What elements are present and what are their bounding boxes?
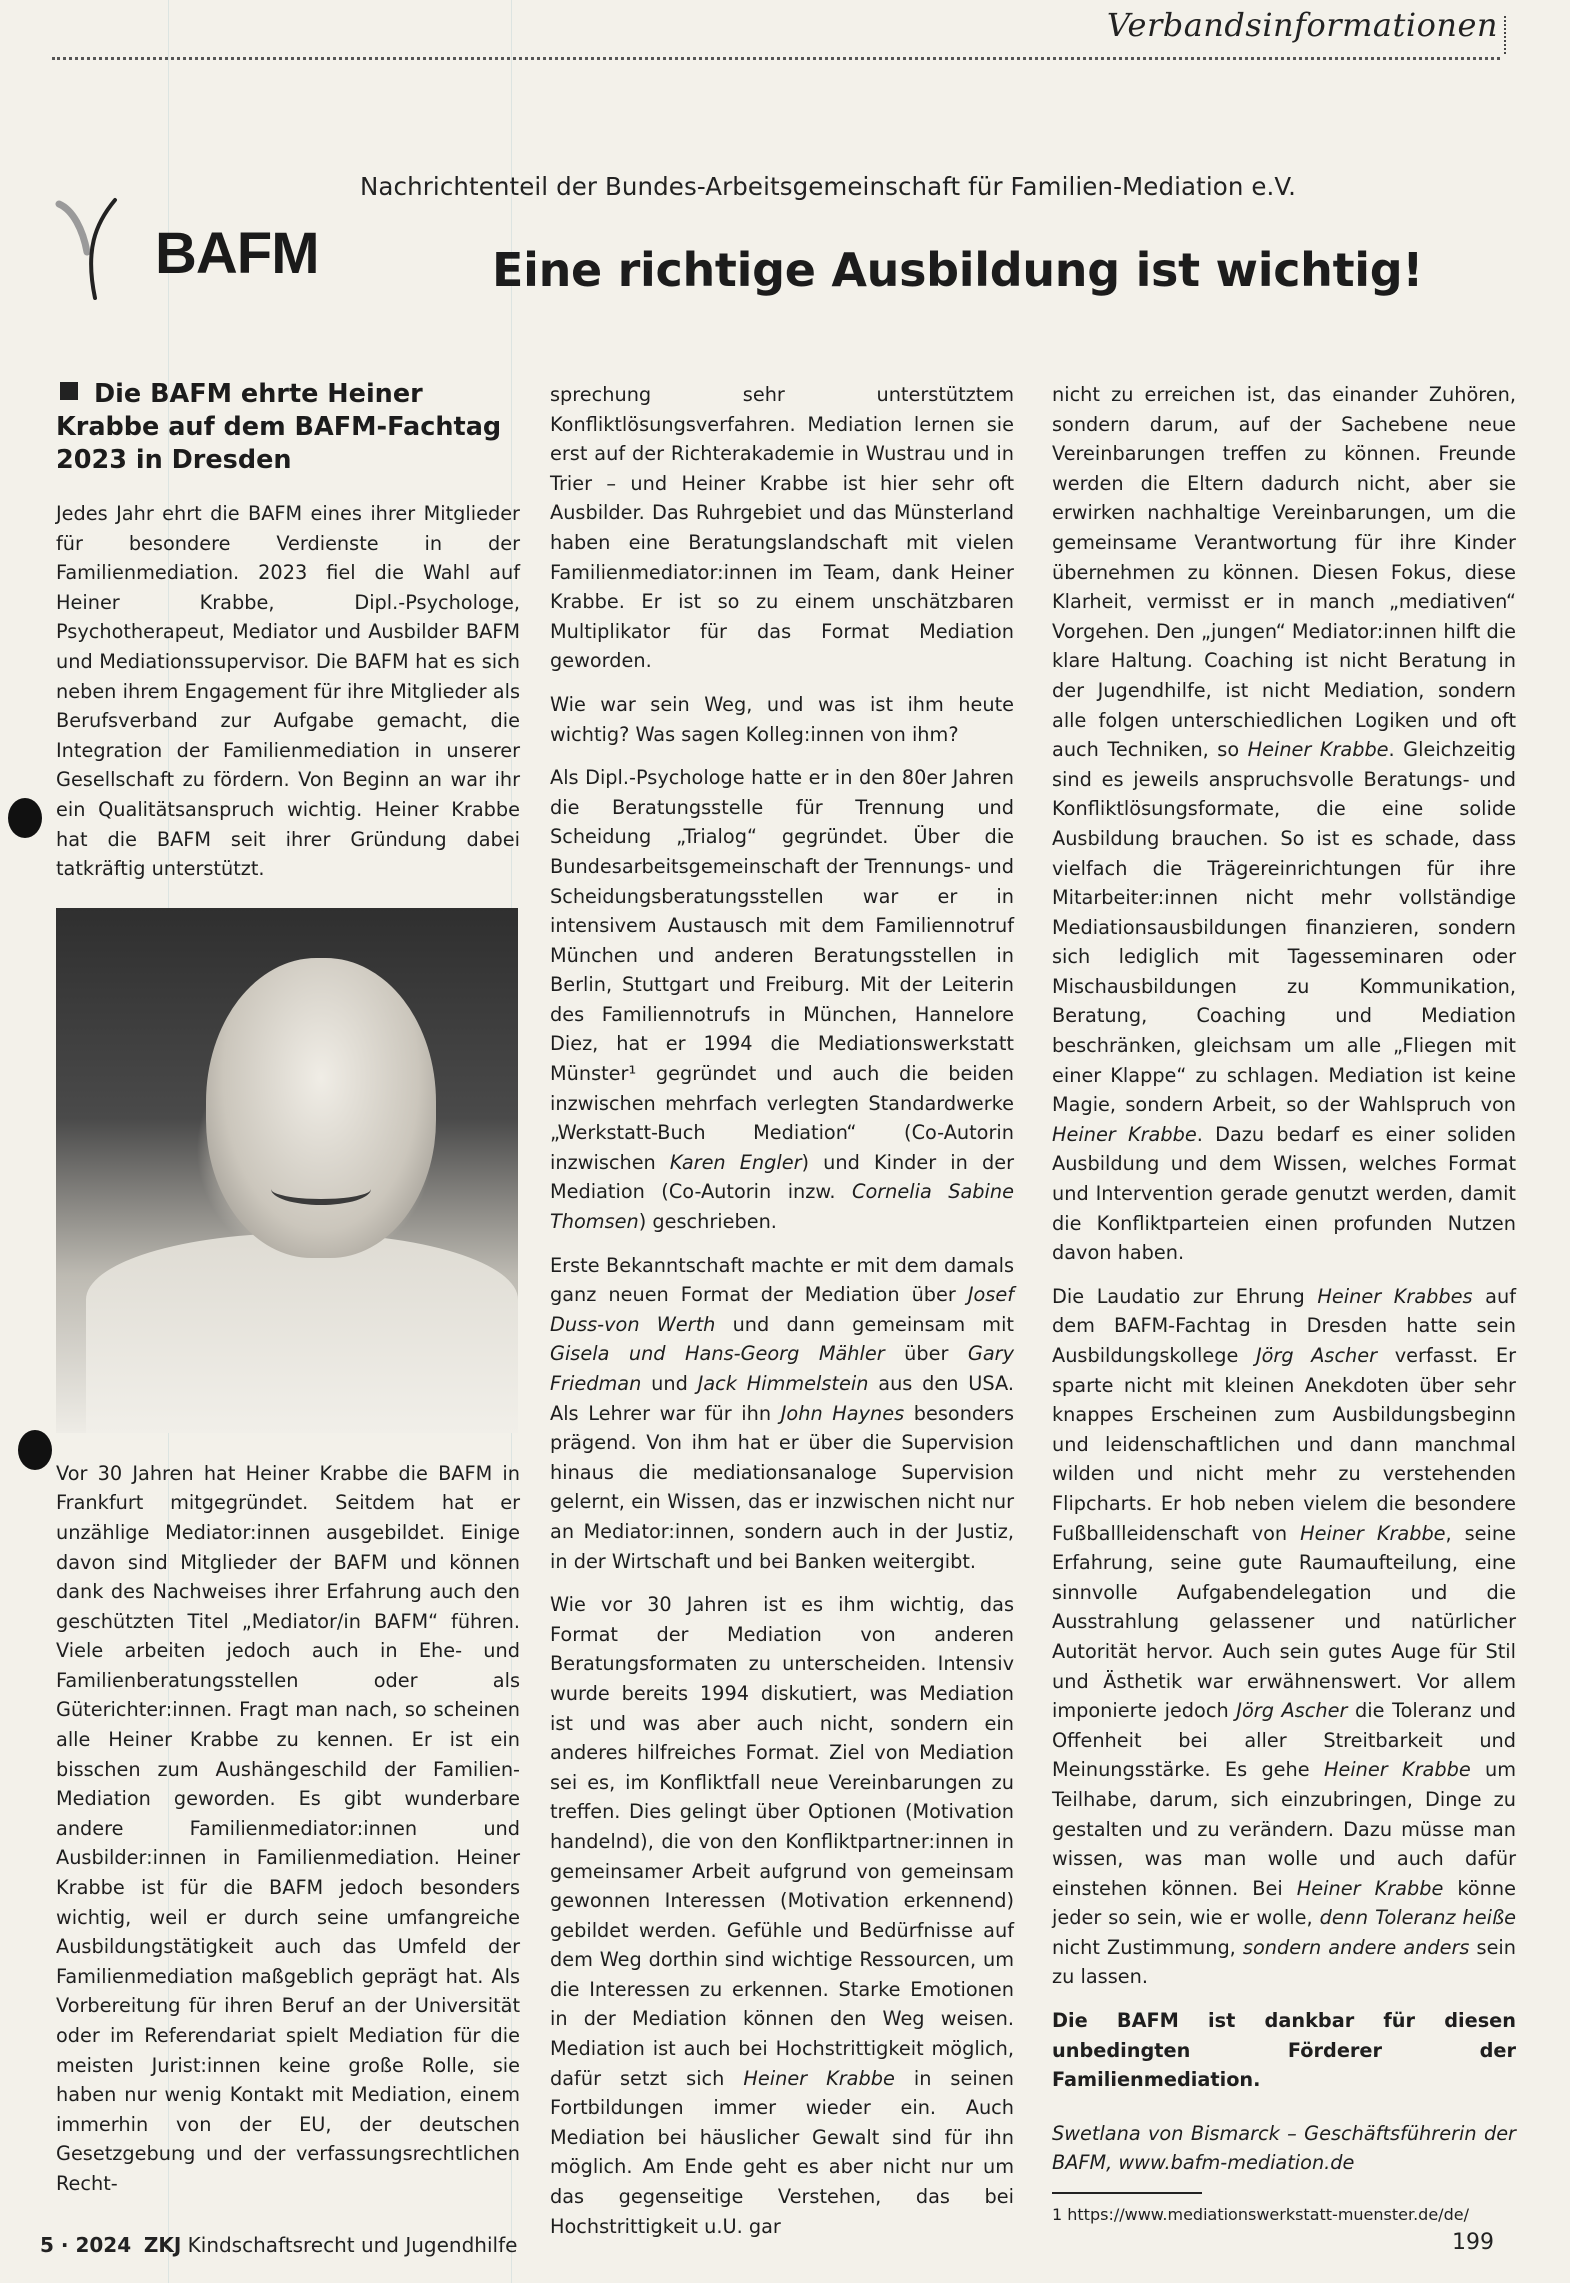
paragraph xyxy=(1052,380,1516,1268)
journal-abbreviation: ZKJ xyxy=(143,2233,182,2257)
text-run: verfasst. Er sparte nicht mit kleinen Anekdoten über sehr knappes Erscheinen zum Ausbildungsbeginn und leidenschaftlichen und dann manchmal wilden und nicht mehr zu verstehenden Flipcharts. Er hob neben vielem die besondere Fußballleidenschaft von xyxy=(1052,1344,1517,1545)
italic-name: John Haynes xyxy=(780,1401,905,1425)
header-dotted-rule xyxy=(52,57,1500,60)
page-number: 199 xyxy=(1452,2230,1494,2255)
italic-name: sondern andere anders xyxy=(1242,1935,1470,1959)
text-run: Als Dipl.-Psychologe hatte er in den 80er Jahren die Beratungsstelle für Trennung und Scheidung „Trialog“ gegründet. Über die Bundesarbeitsgemeinschaft der Trennungs- und Scheidungsberatungsstellen war er in intensivem Austausch mit dem Familiennotruf München und anderen Beratungsstellen in Berlin, Stuttgart und Freiburg. Mit der Leiterin des Familiennotrufs in München, Hannelore Diez, hat er 1994 die Mediationswerkstatt Münster¹ gegründet und auch die beiden inzwischen mehrfach verlegten Standardwerke „Werkstatt-Buch Mediation“ (Co-Autorin inzwischen xyxy=(550,766,1014,1174)
text-run: Vor 30 Jahren hat Heiner Krabbe die BAFM in Frankfurt mitgegründet. Seitdem hat er unzählige Mediator:innen ausgebildet. Einige davon sind Mitglieder der BAFM und können dank des Nachweises ihrer Erfahrung auch den geschützten Titel „Mediator/in BAFM“ führen. Viele arbeiten jedoch auch in Ehe- und Familienberatungsstellen oder als Güterichter:innen. Fragt man nach, so scheinen alle Heiner Krabbe zu kennen. Er ist ein bisschen zum Aushängeschild der Familien-Mediation geworden. Es gibt wunderbare andere Familienmediator:innen und Ausbilder:innen in Familienmediation. Heiner Krabbe ist für die BAFM jedoch besonders wichtig, weil er durch seine umfangreiche Ausbildungstätigkeit auch das Umfeld der Familienmediation maßgeblich geprägt hat. Als Vorbereitung für ihren Beruf an der Universität oder im Referendariat spielt Mediation für die meisten Jurist:innen keine große Rolle, sie haben nur wenig Kontakt mit Mediation, einem immerhin von der EU, der deutschen Gesetzgebung und der verfassungsrechtlichen Recht- xyxy=(56,1461,520,2195)
italic-name: Josef Duss-von Werth xyxy=(550,1283,1014,1336)
footer-journal-info xyxy=(40,2233,517,2257)
issue-number: 5 · 2024 xyxy=(40,2233,132,2257)
bafm-swoosh-icon xyxy=(55,190,155,300)
newsletter-subhead: Nachrichtenteil der Bundes-Arbeitsgemeinschaft für Familien-Mediation e.V. xyxy=(360,172,1296,201)
paragraph xyxy=(550,763,1014,1237)
paragraph xyxy=(1052,1282,1516,1992)
text-run: Erste Bekanntschaft machte er mit dem damals ganz neuen Format der Mediation über xyxy=(550,1253,1014,1307)
paragraph xyxy=(56,499,520,884)
article-heading xyxy=(56,378,520,477)
italic-name: Cornelia Sabine Thomsen xyxy=(550,1180,1014,1234)
paragraph xyxy=(550,690,1014,749)
text-run: und xyxy=(641,1372,698,1395)
text-run: Wie war sein Weg, und was ist ihm heute wichtig? Was sagen Kolleg:innen von ihm? xyxy=(550,692,1014,746)
paragraph xyxy=(550,1590,1014,2241)
text-run: Die Laudatio zur Ehrung xyxy=(1052,1284,1318,1308)
italic-name: Jörg Ascher xyxy=(1255,1344,1378,1367)
text-run: ) und Kinder in der Mediation (Co-Autorin inzw. xyxy=(550,1150,1014,1204)
italic-name: Heiner Krabbe xyxy=(1247,738,1389,762)
photo-head xyxy=(206,958,436,1258)
bafm-logo-text: BAFM xyxy=(155,221,319,286)
italic-name: Heiner Krabbe xyxy=(1052,1122,1197,1146)
italic-name: denn Toleranz heiße xyxy=(1319,1906,1516,1930)
portrait-photo xyxy=(56,908,518,1433)
italic-name: Jörg Ascher xyxy=(1236,1699,1348,1723)
author-signature: Swetlana von Bismarck – Geschäftsführerin der BAFM, www.bafm-mediation.de xyxy=(1052,2121,1516,2175)
text-run: Jedes Jahr ehrt die BAFM eines ihrer Mitglieder für besondere Verdienste in der Familienmediation. 2023 fiel die Wahl auf Heiner Krabbe, Dipl.-Psychologe, Psychotherapeut, Mediator und Ausbilder BAFM und Mediationssupervisor. Die BAFM hat es sich neben ihrem Engagement für ihre Mitglieder als Berufsverband zur Aufgabe gemacht, die Integration der Familienmediation in unserer Gesellschaft zu fördern. Von Beginn an war ihr ein Qualitätsanspruch wichtig. Heiner Krabbe hat die BAFM seit ihrer Gründung dabei tatkräftig unterstützt. xyxy=(56,502,520,881)
text-run: . Dazu bedarf es einer soliden Ausbildung und dem Wissen, welches Format und Intervention gerade genutzt werden, damit die Konfliktparteien einen profunden Nutzen davon haben. xyxy=(1052,1122,1516,1265)
text-run: sprechung sehr unterstütztem Konfliktlösungsverfahren. Mediation lernen sie erst auf der Richterakademie in Wustrau und in Trier – und Heiner Krabbe ist hier sehr oft Ausbilder. Das Ruhrgebiet und das Münsterland haben eine Beratungslandschaft mit vielen Familienmediator:innen im Team, dank Heiner Krabbe. Er ist so zu einem unschätzbaren Multiplikator für das Format Mediation geworden. xyxy=(550,383,1014,673)
italic-name: Gary Friedman xyxy=(550,1342,1014,1395)
dotted-marker xyxy=(1502,16,1506,54)
photo-smile xyxy=(271,1173,371,1205)
paragraph xyxy=(550,1251,1014,1577)
text-run: aus den USA. Als Lehrer war für ihn xyxy=(550,1372,1014,1425)
text-run: und dann gemeinsam mit xyxy=(715,1312,1014,1336)
text-run: auf dem BAFM-Fachtag in Dresden hatte sein Ausbildungskollege xyxy=(1052,1284,1516,1367)
italic-name: Karen Engler xyxy=(669,1150,802,1174)
footnote: 1 https://www.mediationswerkstatt-muenster.de/de/ xyxy=(1052,2205,1469,2225)
article-heading-text: Die BAFM ehrte Heiner Krabbe auf dem BAFM-Fachtag 2023 in Dresden xyxy=(56,379,502,475)
text-run: ) geschrieben. xyxy=(638,1210,777,1234)
journal-name: Kindschaftsrecht und Jugendhilfe xyxy=(187,2233,518,2257)
bafm-logo xyxy=(55,190,355,300)
italic-name: Heiner Krabbe xyxy=(1296,1876,1444,1900)
square-bullet-icon xyxy=(60,382,78,400)
closing-statement: Die BAFM ist dankbar für diesen unbedingten Förderer der Familienmediation. xyxy=(1052,2009,1516,2092)
text-run: nicht Zustimmung, xyxy=(1052,1935,1243,1959)
text-run: über xyxy=(884,1342,968,1366)
text-run: sein zu lassen. xyxy=(1052,1935,1517,1989)
italic-name: Heiner Krabbe xyxy=(743,2066,895,2090)
italic-name: Jack Himmelstein xyxy=(697,1372,869,1395)
photo-shirt xyxy=(86,1233,518,1433)
punch-hole xyxy=(8,798,42,838)
italic-name: Gisela und Hans-Georg Mähler xyxy=(550,1342,885,1366)
paragraph xyxy=(56,1459,520,2199)
italic-name: Heiner Krabbe xyxy=(1300,1521,1446,1545)
text-run: , seine Erfahrung, seine gute Raumaufteilung, eine sinnvolle Aufgabendelegation und die Ausstrahlung gelassener und natürlicher Autorität hervor. Auch sein gutes Auge für Stil und Ästhetik war erwähnenswert. Vor allem imponierte jedoch xyxy=(1052,1521,1516,1723)
section-label-text: Verbandsinformationen xyxy=(1106,6,1498,44)
text-run: besonders prägend. Von ihm hat er über die Supervision hinaus die mediationsanaloge Supervision gelernt, ein Wissen, das er inzwischen nicht nur an Mediator:innen, sondern auch in der Justiz, in der Wirtschaft und bei Banken weitergibt. xyxy=(550,1401,1015,1573)
page-title: Eine richtige Ausbildung ist wichtig! xyxy=(492,243,1424,297)
text-run: . Gleichzeitig sind es jeweils anspruchsvolle Beratungs- und Konfliktlösungsformate, die eine solide Ausbildung brauchen. So ist es schade, dass vielfach die Trägereinrichtungen für ihre Mitarbeiter:innen nicht mehr vollständige Mediationsausbildungen finanzieren, sondern sich lediglich mit Tagesseminaren oder Mischausbildungen zu Kommunikation, Beratung, Coaching und Mediation beschränken, gleichsam um alle „Fliegen mit einer Klappe“ zu schlagen. Mediation ist keine Magie, sondern Arbeit, so der Wahlspruch von xyxy=(1052,738,1516,1117)
article-column-2 xyxy=(550,380,1014,2255)
italic-name: Heiner Krabbe xyxy=(1323,1758,1471,1782)
text-run: die Toleranz und Offenheit bei aller Streitbarkeit und Meinungsstärke. Es gehe xyxy=(1052,1699,1516,1782)
footnote-rule xyxy=(1052,2192,1202,2194)
text-run: in seinen Fortbildungen immer wieder ein. Auch Mediation bei häuslicher Gewalt sind für ihn möglich. Am Ende geht es aber nicht nur um das gegenseitige Verstehen, das bei Hochstrittigkeit u.U. gar xyxy=(550,2066,1014,2238)
text-run: nicht zu erreichen ist, das einander Zuhören, sondern darum, auf der Sachebene neue Vereinbarungen treffen zu können. Freunde werden die Eltern dadurch nicht, aber sie erwirken nachhaltige Vereinbarungen, um die gemeinsame Verantwortung für ihre Kinder übernehmen zu können. Diesen Fokus, diese Klarheit, vermisst er in manch „mediativen“ Vorgehen. Den „jungen“ Mediator:innen hilft die klare Haltung. Coaching ist nicht Beratung in der Jugendhilfe, ist nicht Mediation, sondern alle folgen unterschiedlichen Logiken und oft auch Techniken, so xyxy=(1052,383,1516,762)
article-column-1 xyxy=(56,378,520,2213)
text-run: Wie vor 30 Jahren ist es ihm wichtig, das Format der Mediation von anderen Beratungsformaten zu unterscheiden. Intensiv wurde bereits 1994 diskutiert, was Mediation ist und was aber auch nicht, sondern ein anderes hilfreiches Format. Ziel von Mediation sei es, im Konfliktfall neue Vereinbarungen zu treffen. Dies gelingt über Optionen (Motivation handelnd), die von den Konfliktpartner:innen in gemeinsamer Arbeit aufgrund von gemeinsam gewonnen Interessen (Motivation erkennend) gebildet werden. Gefühle und Bedürfnisse auf dem Weg dorthin sind wichtige Ressourcen, um die Interessen zu erkennen. Starke Emotionen in der Mediation können den Weg weisen. Mediation ist auch bei Hochstrittigkeit möglich, dafür setzt sich xyxy=(550,1593,1014,2090)
italic-name: Heiner Krabbes xyxy=(1317,1284,1473,1308)
paragraph xyxy=(550,380,1014,676)
text-run: könne jeder so sein, wie er wolle, xyxy=(1052,1876,1516,1930)
text-run: um Teilhabe, darum, sich einzubringen, Dinge zu gestalten und zu verändern. Dazu müsse man wissen, was man wolle und auch dafür einstehen können. Bei xyxy=(1052,1758,1517,1900)
article-column-3 xyxy=(1052,380,1516,2240)
section-label xyxy=(1107,6,1498,44)
punch-hole xyxy=(18,1430,52,1470)
